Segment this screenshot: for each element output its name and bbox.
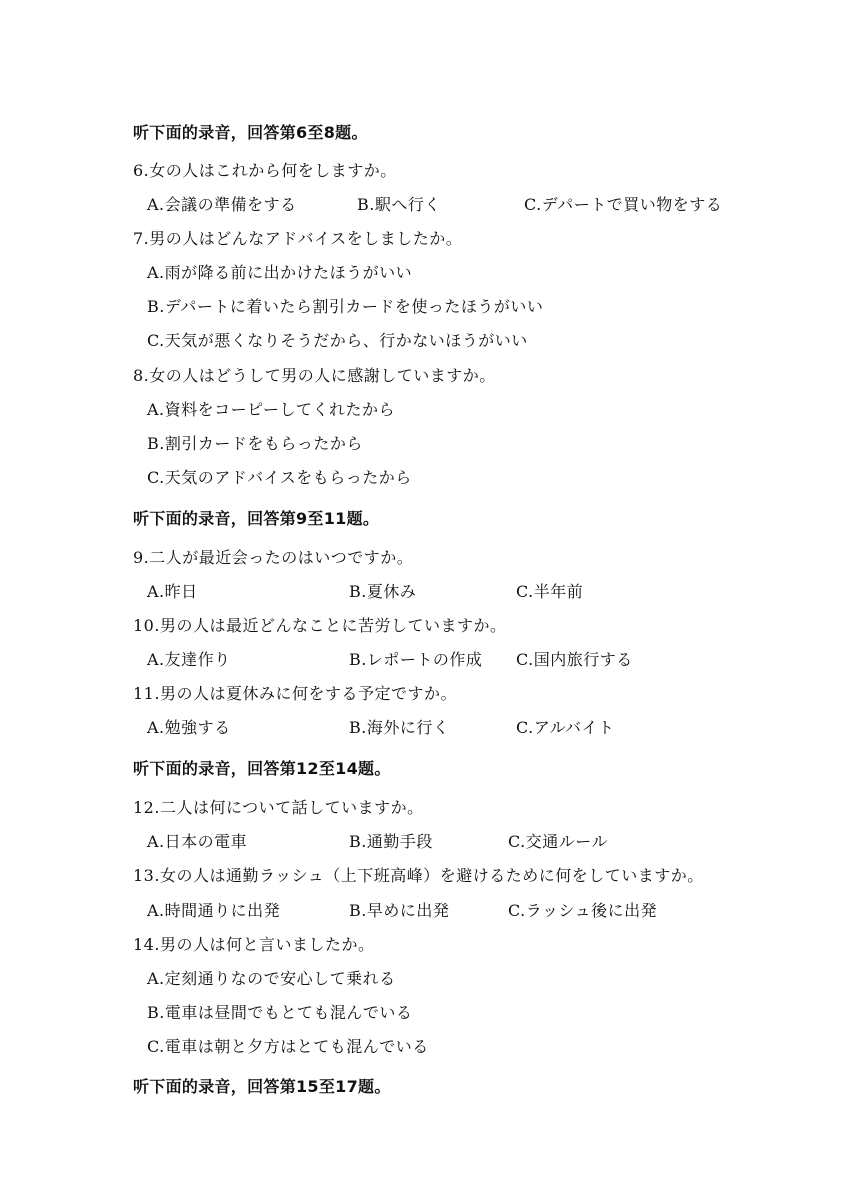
question-8-option-c: C.天気のアドバイスをもらったから bbox=[147, 468, 412, 487]
question-9-option-b: B.夏休み bbox=[349, 582, 417, 601]
question-14-option-a: A.定刻通りなので安心して乗れる bbox=[147, 969, 396, 988]
question-7-option-c: C.天気が悪くなりそうだから、行かないほうがいい bbox=[147, 331, 528, 350]
question-12: 12.二人は何について話していますか。 bbox=[133, 798, 424, 817]
question-11-option-a: A.勉強する bbox=[147, 718, 231, 737]
question-8: 8.女の人はどうして男の人に感謝していますか。 bbox=[133, 366, 496, 385]
question-13: 13.女の人は通勤ラッシュ（上下班高峰）を避けるために何をしていますか。 bbox=[133, 866, 704, 885]
question-13-option-b: B.早めに出発 bbox=[349, 901, 450, 920]
question-6-option-a: A.会議の準備をする bbox=[147, 195, 297, 214]
section-heading: 听下面的录音，回答第15至17题。 bbox=[133, 1077, 391, 1096]
question-9-option-c: C.半年前 bbox=[516, 582, 584, 601]
question-6-option-b: B.駅へ行く bbox=[357, 195, 441, 214]
question-12-option-b: B.通勤手段 bbox=[349, 832, 433, 851]
question-13-option-c: C.ラッシュ後に出発 bbox=[508, 901, 658, 920]
question-13-option-a: A.時間通りに出発 bbox=[147, 901, 281, 920]
question-11-option-c: C.アルバイト bbox=[516, 718, 615, 737]
question-14-option-c: C.電車は朝と夕方はとても混んでいる bbox=[147, 1037, 429, 1056]
question-12-option-c: C.交通ルール bbox=[508, 832, 608, 851]
question-10: 10.男の人は最近どんなことに苦労していますか。 bbox=[133, 616, 507, 635]
question-11-option-b: B.海外に行く bbox=[349, 718, 450, 737]
question-14: 14.男の人は何と言いましたか。 bbox=[133, 935, 375, 954]
question-11: 11.男の人は夏休みに何をする予定ですか。 bbox=[133, 684, 457, 703]
question-10-option-b: B.レポートの作成 bbox=[349, 650, 483, 669]
question-6-option-c: C.デパートで買い物をする bbox=[524, 195, 723, 214]
section-heading: 听下面的录音，回答第12至14题。 bbox=[133, 759, 391, 778]
question-9-option-a: A.昨日 bbox=[147, 582, 198, 601]
question-7-option-a: A.雨が降る前に出かけたほうがいい bbox=[147, 263, 413, 282]
question-8-option-b: B.割引カードをもらったから bbox=[147, 434, 363, 453]
question-7-option-b: B.デパートに着いたら割引カードを使ったほうがいい bbox=[147, 297, 544, 316]
section-heading: 听下面的录音，回答第6至8题。 bbox=[133, 123, 368, 142]
question-9: 9.二人が最近会ったのはいつですか。 bbox=[133, 548, 414, 567]
question-10-option-c: C.国内旅行する bbox=[516, 650, 633, 669]
question-12-option-a: A.日本の電車 bbox=[147, 832, 248, 851]
question-14-option-b: B.電車は昼間でもとても混んでいる bbox=[147, 1003, 413, 1022]
question-10-option-a: A.友達作り bbox=[147, 650, 231, 669]
question-8-option-a: A.資料をコーピーしてくれたから bbox=[147, 400, 396, 419]
section-heading: 听下面的录音，回答第9至11题。 bbox=[133, 509, 380, 528]
question-6: 6.女の人はこれから何をしますか。 bbox=[133, 161, 397, 180]
question-7: 7.男の人はどんなアドバイスをしましたか。 bbox=[133, 229, 463, 248]
